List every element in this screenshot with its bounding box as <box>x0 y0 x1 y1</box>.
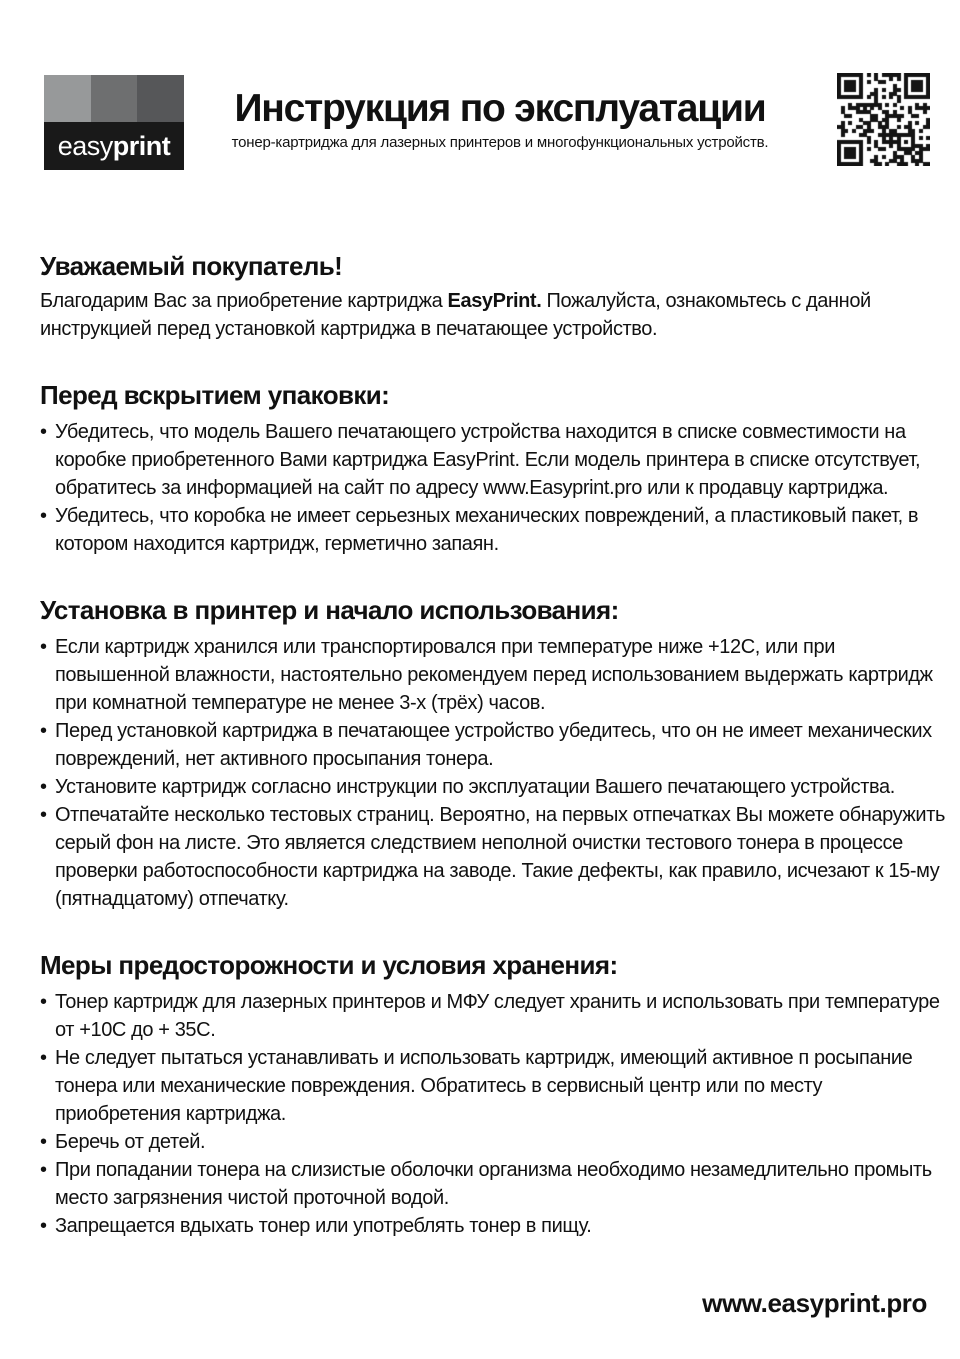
list-item <box>40 773 945 801</box>
bullet-marker: • <box>40 991 47 1013</box>
section-heading: Меры предосторожности и условия хранения: <box>40 950 618 980</box>
bullet-marker: • <box>40 505 47 527</box>
list-item <box>40 1128 945 1156</box>
greeting-prefix: Благодарим Вас за приобретение картриджа <box>40 290 448 312</box>
logo-color-blocks <box>44 75 184 122</box>
logo-block <box>44 75 91 122</box>
bullet-text: Убедитесь, что коробка не имеет серьезных механических повреждений, а пластиковый пакет, в котором находится картридж, герметично запаян. <box>55 505 919 555</box>
section-heading: Перед вскрытием упаковки: <box>40 380 390 410</box>
bullet-text: Отпечатайте несколько тестовых страниц. Вероятно, на первых отпечатках Вы можете обнаружить серый фон на листе. Это является следствием неполной очистки тестового тонера в процессе проверки работоспособности картриджа на заводе. Такие дефекты, как правило, исчезают к 15-му (пятнадцатому) отпечатку. <box>55 804 945 910</box>
list-item <box>40 717 945 773</box>
bullet-marker: • <box>40 421 47 443</box>
bullet-marker: • <box>40 776 47 798</box>
list-item <box>40 1044 945 1128</box>
list-item <box>40 633 945 717</box>
bullet-text: При попадании тонера на слизистые оболочки организма необходимо незамедлительно промыть место загрязнения чистой проточной водой. <box>55 1159 932 1209</box>
bullet-text: Тонер картридж для лазерных принтеров и МФУ следует хранить и использовать при температуре от +10С до + 35С. <box>55 991 940 1041</box>
bullet-list <box>40 633 945 913</box>
logo-text-print: print <box>112 130 171 161</box>
bullet-marker: • <box>40 1215 47 1237</box>
bullet-marker: • <box>40 720 47 742</box>
section <box>40 596 945 913</box>
document-body <box>40 252 945 1240</box>
list-item <box>40 1212 945 1240</box>
list-item <box>40 801 945 913</box>
page-header <box>0 0 960 170</box>
logo-block <box>137 75 184 122</box>
bullet-marker: • <box>40 1047 47 1069</box>
logo-block <box>91 75 138 122</box>
footer-url: www.easyprint.pro <box>702 1288 927 1318</box>
bullet-text: Перед установкой картриджа в печатающее устройство убедитесь, что он не имеет механических повреждений, нет активного просыпания тонера. <box>55 720 932 770</box>
page-title: Инструкция по эксплуатации <box>234 87 766 130</box>
bullet-text: Установите картридж согласно инструкции по эксплуатации Вашего печатающего устройства. <box>55 776 895 798</box>
bullet-marker: • <box>40 1159 47 1181</box>
greeting-text <box>40 287 892 343</box>
title-block <box>185 88 815 151</box>
qr-code <box>837 73 930 166</box>
bullet-text: Запрещается вдыхать тонер или употреблять тонер в пищу. <box>55 1215 592 1237</box>
section <box>40 381 945 558</box>
list-item <box>40 502 945 558</box>
logo-text-easy: easy <box>57 130 113 161</box>
bullet-list <box>40 418 945 558</box>
list-item <box>40 1156 945 1212</box>
logo-wordmark <box>44 122 184 170</box>
easyprint-logo <box>44 75 184 170</box>
bullet-text: Если картридж хранился или транспортировался при температуре ниже +12С, или при повышенной влажности, настоятельно рекомендуем перед использованием выдержать картридж при комнатной температуре не менее 3-х (трёх) часов. <box>55 636 933 714</box>
greeting-suffix: Пожалуйста, ознакомьтесь с данной инструкцией перед установкой картриджа в печатающее устройство. <box>40 290 871 340</box>
section-heading: Установка в принтер и начало использования: <box>40 595 619 625</box>
page-subtitle: тонер-картриджа для лазерных принтеров и многофункциональных устройств. <box>231 133 769 151</box>
list-item <box>40 988 945 1044</box>
bullet-list <box>40 988 945 1240</box>
bullet-marker: • <box>40 636 47 658</box>
bullet-marker: • <box>40 1131 47 1153</box>
greeting-heading: Уважаемый покупатель! <box>40 251 343 281</box>
bullet-text: Беречь от детей. <box>55 1131 206 1153</box>
list-item <box>40 418 945 502</box>
sections <box>40 381 945 1240</box>
bullet-text: Не следует пытаться устанавливать и использовать картридж, имеющий активное п росыпание тонера или механические повреждения. Обратитесь в сервисный центр или по месту приобретения картриджа. <box>55 1047 913 1125</box>
greeting-brand-bold: EasyPrint. <box>447 290 542 312</box>
section <box>40 951 945 1240</box>
bullet-marker: • <box>40 804 47 826</box>
bullet-text: Убедитесь, что модель Вашего печатающего устройства находится в списке совместимости на коробке приобретенного Вами картриджа EasyPrint. Если модель принтера в списке отсутствует, обратитесь за информацией на сайт по адресу www.Easyprint.pro или к продавцу картриджа. <box>55 421 921 499</box>
